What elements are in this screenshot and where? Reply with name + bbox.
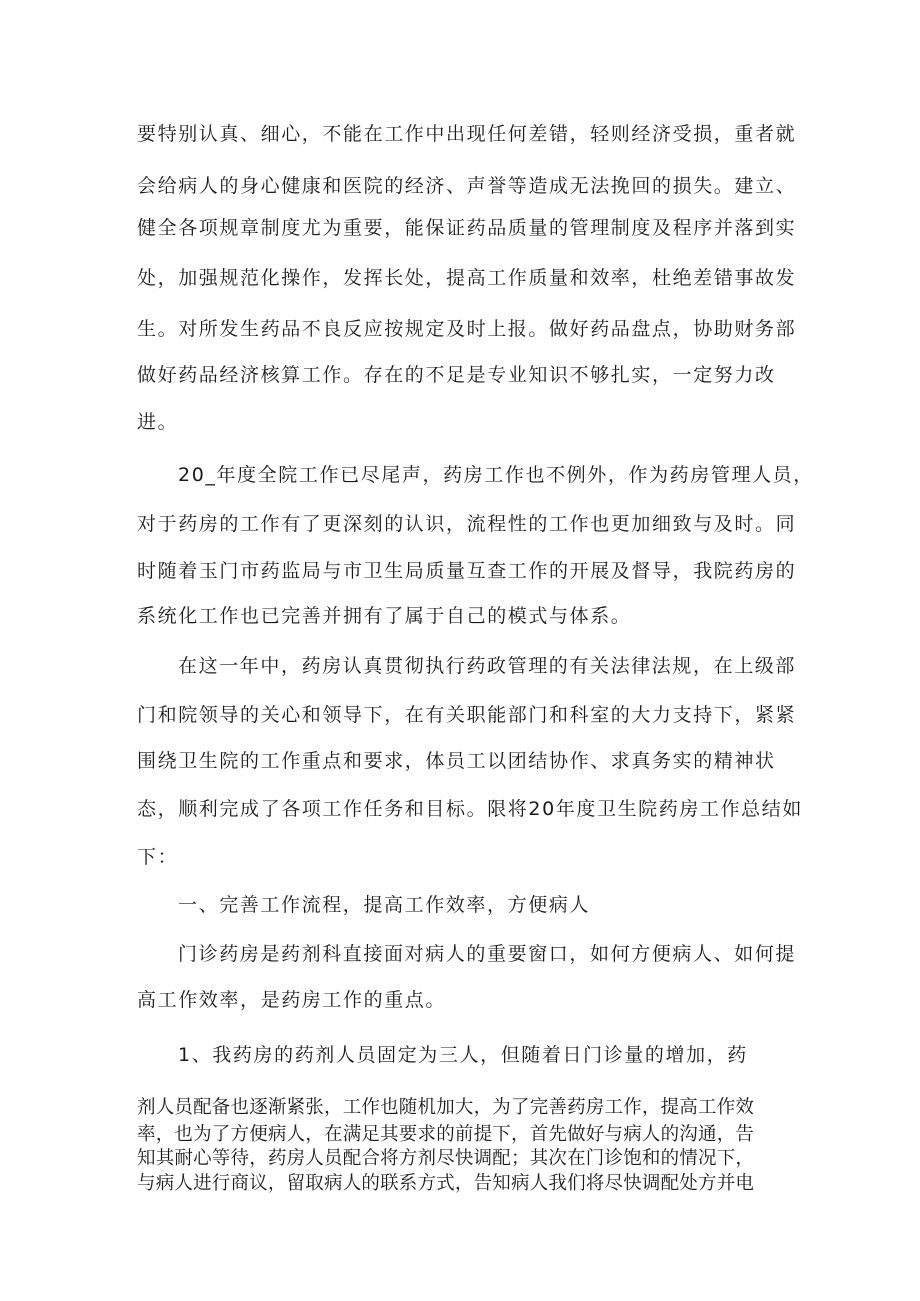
text-line: 下： [137, 846, 179, 868]
text-line: 态，顺利完成了各项工作任务和目标。限将20年度卫生院药房工作总结如 [137, 798, 803, 820]
text-line: 高工作效率，是药房工作的重点。 [137, 989, 447, 1011]
text-line: 会给病人的身心健康和医院的经济、声誉等造成无法挽回的损失。建立、 [137, 175, 797, 197]
paragraph-first-line: 门诊药房是药剂科直接面对病人的重要窗口，如何方便病人、如何提 [178, 943, 797, 965]
text-line: 率，也为了方便病人，在满足其要求的前提下，首先做好与病人的沟通，告 [137, 1124, 755, 1145]
text-line: 剂人员配备也逐渐紧张，工作也随机加大，为了完善药房工作，提高工作效 [137, 1097, 755, 1118]
text-line: 系统化工作也已完善并拥有了属于自己的模式与体系。 [137, 605, 632, 627]
text-line: 围绕卫生院的工作重点和要求，体员工以团结协作、求真务实的精神状 [137, 750, 776, 772]
text-line: 进。 [137, 411, 179, 433]
text-line: 门和院领导的关心和领导下，在有关职能部门和科室的大力支持下，紧紧 [137, 704, 797, 726]
text-line: 与病人进行商议，留取病人的联系方式，告知病人我们将尽快调配处方并电 [137, 1173, 755, 1194]
text-line: 健全各项规章制度尤为重要，能保证药品质量的管理制度及程序并落到实 [137, 217, 797, 239]
section-heading: 一、完善工作流程，提高工作效率，方便病人 [178, 894, 591, 916]
text-line: 要特别认真、细心，不能在工作中出现任何差错，轻则经济受损，重者就 [137, 123, 797, 145]
text-line: 知其耐心等待，药房人员配合将方剂尽快调配；其次在门诊饱和的情况下， [137, 1148, 755, 1169]
text-line: 做好药品经济核算工作。存在的不足是专业知识不够扎实，一定努力改 [137, 364, 776, 386]
paragraph-first-line: 在这一年中，药房认真贯彻执行药政管理的有关法律法规，在上级部 [178, 655, 797, 677]
text-line: 时随着玉门市药监局与市卫生局质量互查工作的开展及督导，我院药房的 [137, 560, 797, 582]
text-line: 生。对所发生药品不良反应按规定及时上报。做好药品盘点，协助财务部 [137, 318, 797, 340]
paragraph-first-line: 20_年度全院工作已尽尾声，药房工作也不例外，作为药房管理人员， [178, 464, 814, 486]
text-line: 处，加强规范化操作，发挥长处，提高工作质量和效率，杜绝差错事故发 [137, 267, 797, 289]
text-line: 对于药房的工作有了更深刻的认识，流程性的工作也更加细致与及时。同 [137, 513, 797, 535]
list-item-first-line: 1、我药房的药剂人员固定为三人，但随着日门诊量的增加，药 [178, 1044, 748, 1066]
